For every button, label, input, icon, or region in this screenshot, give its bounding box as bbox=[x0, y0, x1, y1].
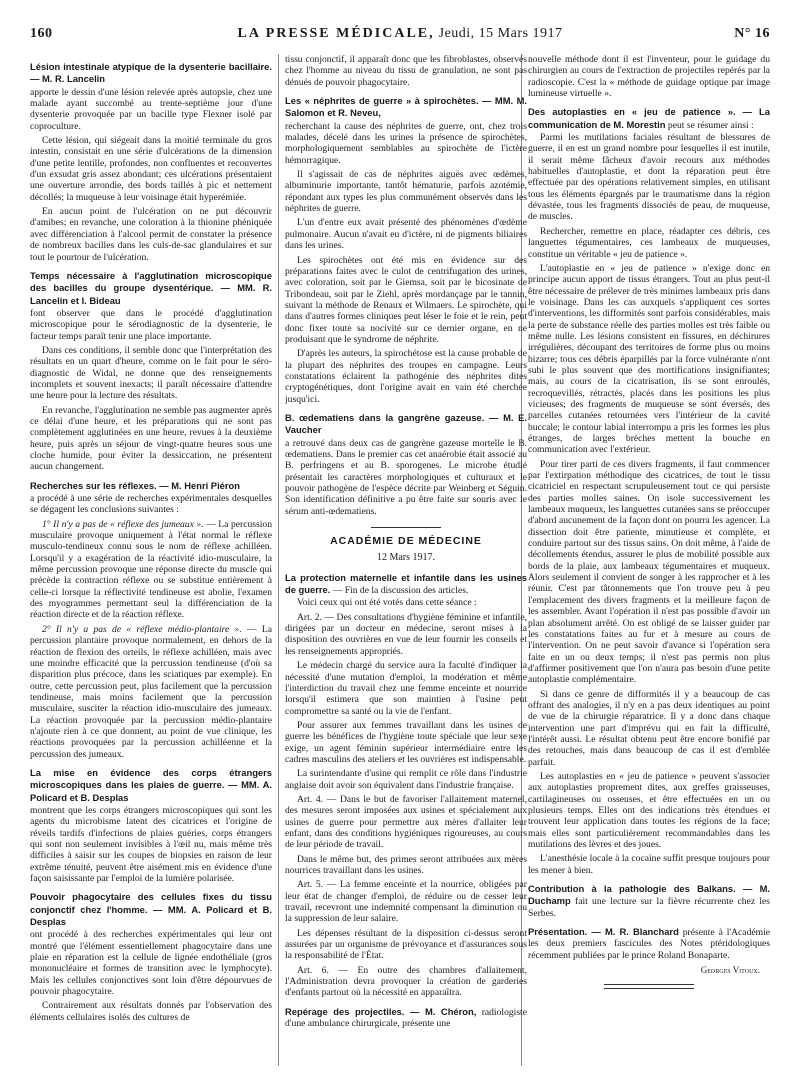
paragraph: D'après les auteurs, la spirochétose est la cause probable de la plupart des néphrites des troupes en campagne. Leurs constatations éclairent la pathogénie des néphrites dites cryptogénétiques, dont l'origine avait en vain été cherchée jusqu'ici. bbox=[285, 348, 527, 405]
section-heading: Lésion intestinale atypique de la dysenterie bacillaire. — M. R. Lancelin bbox=[30, 61, 272, 85]
end-rule bbox=[604, 984, 694, 989]
running-title bbox=[30, 26, 770, 42]
section-heading: Pouvoir phagocytaire des cellules fixes du tissu conjonctif chez l'homme. — MM. A. Policard et B. Desplas bbox=[30, 891, 272, 928]
paragraph: Art. 2. — Des consultations d'hygiène féminine et infantile, dirigées par un docteur en médecine, seront mises à la disposition des ouvrières en vue de leur fournir les conseils et les renseignements appropriés. bbox=[285, 611, 527, 657]
paragraph: apporte le dessin d'une lésion relevée après autopsie, chez une malade ayant succombé au trente-septième jour d'une dysenterie provoquée par un bacille type Flexner isolé par coproculture. bbox=[30, 86, 272, 132]
session-date: 12 Mars 1917. bbox=[376, 552, 436, 564]
paragraph: Les spirochètes ont été mis en évidence sur des préparations faites avec le culot de centrifugation des urines, avec coloration, soit par le Giemsa, soit par le bicosinate de Tribondeau, soit par le Ziehl, après mordançage par le tannin, suivant la méthode de Renaux et Wilmaers. Le spirochète, qui dans d'autres formes cliniques peut léser le foie et le rein, peut donc fixer toute sa nocivité sur ce dernier organe, en ne produisant que le syndrome de néphrite. bbox=[285, 254, 527, 345]
column-middle bbox=[285, 54, 527, 1072]
paragraph: La surintendante d'usine qui remplit ce rôle dans l'industrie anglaise doit avoir son équivalent dans l'industrie française. bbox=[285, 768, 527, 791]
paragraph: Il s'agissait de cas de néphrites aiguës avec œdèmes, albuminurie importante, tantôt hématurie, parfois azotémie, répondant aux types les plus communément observés dans les néphrites de guerre. bbox=[285, 169, 527, 215]
paragraph: Les dépenses résultant de la disposition ci-dessus seront assurées par un organisme de prévoyance et d'assurances sous la responsabilité de l'État. bbox=[285, 927, 527, 962]
paragraph: L'un d'entre eux avait présenté des phénomènes d'œdème pulmonaire. Aucun n'avait eu d'ictère, ni de pigments biliaires dans les urines. bbox=[285, 217, 527, 252]
column-divider bbox=[278, 54, 279, 1066]
paragraph: tissu conjonctif, il apparaît donc que les fibroblastes, observés chez l'homme au niveau du tissu de granulation, ne sont pas dénués de pouvoir phagocytaire. bbox=[285, 54, 527, 88]
issue-date: Jeudi, 15 Mars 1917 bbox=[438, 26, 563, 41]
paragraph: 1° Il n'y a pas de « réflexe des jumeaux ». — La percussion musculaire provoque uniquement à l'état normal le réflexe musculo-tendineux connu sous le nom de réflexe achilléen. Lorsqu'il y a exagération de la réactivité idio-musculaire, la même percussion provoque une réponse directe du muscle qui précède la contraction réflexe ou se substitue entièrement à celle-ci lorsque la réflectivité tendineuse est abolie, l'examen des myogrammes permettant seul la différenciation de la réaction directe et de la réaction réflexe. bbox=[30, 518, 272, 621]
section-heading: La mise en évidence des corps étrangers microscopiques dans les plaies de guerre. — MM. A. Policard et B. Desplas bbox=[30, 766, 272, 803]
paragraph: ont procédé à des recherches expérimentales qui leur ont montré que l'élément essentiellement phagocytaire dans une plaie en réparation est la cellule de lignée endothéliale (gros mononucléaire et formes de transition avec le lymphocyte). Mais les cellules conjonctives sont loin d'être dépourvues de pouvoir phagocytaire. bbox=[30, 929, 272, 998]
paragraph: Cette lésion, qui siégeait dans la moitié terminale du gros intestin, consistait en une série d'ulcérations de la dimension d'une petite lentille, profondes, non confluentes et recouvertes d'un exsudat gris assez abondant; ces ulcérations présentaient une ouverture arrondie, des bords taillés à pic et nettement décollés; la muqueuse à leur voisinage était hyperémiée. bbox=[30, 135, 272, 203]
author-signature: Georges Vitoux. bbox=[700, 965, 760, 976]
section-heading: Les « néphrites de guerre » à spirochètes. — MM. M. Salomon et R. Neveu, bbox=[285, 95, 527, 119]
paragraph: Contrairement aux résultats donnés par l'observation des éléments cellulaires isolés des cultures de bbox=[30, 1000, 272, 1023]
page-header bbox=[30, 26, 770, 44]
paragraph: Si dans ce genre de difformités il y a beaucoup de cas offrant des analogies, il n'y en a pas deux identiques au point de vue de la chirurgie réparatrice. Il y a donc dans chaque intervention une part d'imprévu qui en fait la difficulté, l'intérêt aussi. Le résultat obtenu peut être encore bonifié par des retouches, mais dans beaucoup de cas il est d'emblée parfait. bbox=[528, 688, 770, 768]
paragraph: nouvelle méthode dont il est l'inventeur, pour le guidage du chirurgien au cours de l'extraction de projectiles repérés par la radioscopie. C'est la « méthode de guidage optique par image lumineuse virtuelle ». bbox=[528, 54, 770, 100]
separator-rule bbox=[371, 527, 441, 528]
paragraph: L'anesthésie locale à la cocaïne suffit presque toujours pour les mener à bien. bbox=[528, 853, 770, 876]
paragraph: a procédé à une série de recherches expérimentales desquelles se dégagent les conclusions suivantes : bbox=[30, 493, 272, 516]
paragraph: Le médecin chargé du service aura la faculté d'indiquer la nécessité d'une mutation d'emploi, la modération et même l'interdiction du travail chez une femme enceinte et nourrice lorsqu'il estimera que son maintien à l'usine peut compromettre sa santé ou la vie de l'enfant. bbox=[285, 660, 527, 717]
paragraph: En revanche, l'agglutination ne semble pas augmenter après ce délai d'une heure, et les préparations qui ne sont pas complètement agglutinées en une heure, revues à la deuxième heure, puis après un séjour de vingt-quatre heures sous une cloche humide, pour éviter la dessiccation, ne présentent aucun changement. bbox=[30, 404, 272, 473]
issue-number: N° 16 bbox=[734, 26, 770, 41]
paragraph: Dans le même but, des primes seront attribuées aux mères nourrices travaillant dans les usines. bbox=[285, 853, 527, 876]
paragraph: Dans ces conditions, il semble donc que l'interprétation des résultats en un quart d'heure, comme on le fait pour le séro-diagnostic de Widal, ne donne que des renseignements incomplets et souvent inexacts; il paraît nécessaire d'attendre une heure pour la lecture des résultats. bbox=[30, 344, 272, 402]
paragraph: Rechercher, remettre en place, réadapter ces débris, ces languettes tégumentaires, ces lambeaux de muqueuses, constitue un véritable « jeu de patience ». bbox=[528, 225, 770, 260]
paragraph: Voici ceux qui ont été votés dans cette séance : bbox=[297, 597, 477, 609]
section-heading: Présentation. — M. R. Blanchard présente à l'Académie les deux premiers fascicules des Notes ptéridologiques récemment publiées par le prince Roland Bonaparte. bbox=[528, 926, 770, 961]
paragraph: Art. 5. — La femme enceinte et la nourrice, obligées par leur état de changer d'emploi, de réduire ou de cesser leur travail, recevront une indemnité compensant la diminution ou la suppression de leur salaire. bbox=[285, 879, 527, 925]
paragraph: Pour tirer parti de ces divers fragments, il faut commencer par l'extirpation méthodique des cicatrices, de tout le tissu cicatriciel en respectant scrupuleusement tout ce qui persiste des parties molles saines. On isole successivement les lambeaux muqueux, les languettes cutanées sans se préoccuper d'abord aucunement de la façon dont on pourra les agencer. La dissection doit être patiente, minutieuse et complète, et conduire partout sur des tissus sains. On doit même, à l'aide de décollements étendus, assurer le plus de mobilité possible aux bords de la plaie, aux lambeaux tégumentaires et muqueux. Alors seulement il convient de songer à les rapprocher et à les réunir. C'est par tâtonnements que l'on trouve peu à peu l'emplacement des divers fragments et la meilleure façon de les assembler. Avant l'opération il n'est pas possible d'avoir un plan absolument arrêté. On est obligé de se laisser guider par les constatations faites au fur et à mesure au cours de l'intervention. On ne peut savoir d'avance si l'opération sera faite en un ou deux temps; il n'est pas permis non plus d'affirmer positivement que l'on n'aura pas besoin d'une petite autoplastie complémentaire. bbox=[528, 458, 770, 686]
academy-heading: ACADÉMIE DE MÉDECINE bbox=[330, 535, 482, 548]
section-heading: Recherches sur les réflexes. — M. Henri Piéron bbox=[30, 479, 240, 491]
column-left bbox=[30, 54, 272, 1072]
section-heading: Des autoplasties en « jeu de patience ». — La communication de M. Morestin peut se résumer ainsi : bbox=[528, 106, 770, 131]
paragraph: Art. 4. — Dans le but de favoriser l'allaitement maternel, des mesures seront imposées aux usines et spécialement aux usines de guerre pour permettre aux mères d'allaiter leur enfant, dans des conditions hygiéniques rigoureuses, au cours de leur période de travail. bbox=[285, 793, 527, 851]
paragraph: font observer que dans le procédé d'agglutination microscopique pour le sérodiagnostic de la dysenterie, le facteur temps paraît tenir une place importante. bbox=[30, 307, 272, 342]
paragraph: En aucun point de l'ulcération on ne put découvrir d'amibes; en revanche, une coloration à la thionine phéniquée avec différenciation à l'alcool permit de constater la présence de nombreux bacilles dans les culs-de-sac glandulaires et sur tout le pourtour de l'ulcération. bbox=[30, 206, 272, 263]
paragraph: Art. 6. — En outre des chambres d'allaitement, l'Administration devra provoquer la création de garderies d'enfants partout où la nécessité en apparaîtra. bbox=[285, 964, 527, 999]
paragraph: Parmi les mutilations faciales résultant de blessures de guerre, il en est un grand nombre pour lesquelles il est inutile, il serait même fâcheux d'avoir recours aux méthodes habituelles d'autoplastie, et dont la réparation peut être effectuée par des opérations relativement simples, en utilisant tous les éléments épargnés par le traumatisme dans la région dévastée, tous les fragments dissociés de peau, de muqueuse, de muscles. bbox=[528, 132, 770, 223]
column-right bbox=[528, 54, 770, 1072]
paragraph: montrent que les corps étrangers microscopiques qui sont les agents du microbisme latent des cicatrices et l'origine de réveils tardifs d'infections de plaies guéries, corps étrangers qui sont non seulement invisibles à l'œil nu, mais même très difficiles à saisir sur les coupes de biopsies en raison de leur extrême ténuité, peuvent être aisément mis en évidence d'une façon saisissante par l'emploi de la lumière polarisée. bbox=[30, 804, 272, 885]
section-heading: B. œdematiens dans la gangrène gazeuse. — M. E. Vaucher bbox=[285, 411, 527, 436]
paragraph: L'autoplastie en « jeu de patience » n'exige donc en principe aucun apport de tissus étrangers. Tout au plus peut-il être nécessaire de prélever de très minimes lambeaux pris dans le voisinage. Dans les cas auxquels s'appliquent ces sortes d'interventions, les difformités sont parfois considérables, mais la perte de substance réelle des parties molles est très faible ou même nulle. Les lésions consistent en fissures, en déchirures irrégulières, découpant des territoires de forme plus ou moins bizarre; tous ces débris éparpillés par la force vulnérante n'ont subi le plus souvent que des mortifications insignifiantes; mais, au cours de la cicatrisation, ils se sont enroulés, recroquevillés, rétractés, placés dans les positions les plus vicieuses; des fragments de muqueuse se sont éversés, des parcelles cutanées retournées vers l'intérieur de la cavité buccale; le contour labial interrompu a pris les formes les plus étranges, de larges brèches mettent la bouche en communication avec l'extérieur. bbox=[528, 262, 770, 456]
section-heading: La protection maternelle et infantile dans les usines de guerre. — Fin de la discussion des articles. bbox=[285, 571, 527, 597]
page-number: 160 bbox=[30, 26, 53, 41]
section-heading: Temps nécessaire à l'agglutination microscopique des bacilles du groupe dysentérique. — MM. R. Lancelin et I. Bideau bbox=[30, 269, 272, 306]
paragraph: Pour assurer aux femmes travaillant dans les usines de guerre les bénéfices de l'hygiène toute spéciale que leur sexe exige, un agent féminin supérieur intermédiaire entre les cadres masculins des ateliers et les ouvrières est indispensable. bbox=[285, 719, 527, 765]
paragraph: 2° Il n'y a pas de « réflexe médio-plantaire ». — La percussion plantaire provoque normalement, en dehors de la réaction de flexion des orteils, le réflexe achilléen, mais avec une moindre efficacité que la percussion tendineuse (d'où sa disparition plus précoce, dans les sciatiques par exemple). En outre, cette percussion peut, plus facilement que la percussion tendineuse, mais moins facilement que la percussion musculaire, susciter la réaction idio-musculaire des jumeaux. La réaction provoquée par la percussion médio-plantaire n'ajoute rien à ce que donnent, au point de vue clinique, les réactions provoquées par la percussion achilléenne et la percussion des jumeaux. bbox=[30, 623, 272, 760]
paragraph: a retrouvé dans deux cas de gangrène gazeuse mortelle le B. œdematiens. Dans le premier cas cet anaérobie était associé au B. perfringens et au B. sporogenes. Le microbe étudié présentait les caractères morphologiques et culturaux et le pouvoir pathogène de l'espèce décrite par Weinberg et Séguin. Son identification définitive a pu être faite sur souris avec le sérum anti-œdematiens. bbox=[285, 437, 527, 517]
section-heading: Contribution à la pathologie des Balkans. — M. Duchamp fait une lecture sur la fièvre récurrente chez les Serbes. bbox=[528, 883, 770, 919]
paragraph: Les autoplasties en « jeu de patience » peuvent s'associer aux autoplasties proprement dites, aux greffes graisseuses, cartilagineuses ou osseuses, et être effectuées en un ou plusieurs temps. Elles ont des indications très étendues et trouvent leur application dans toutes les régions de la face; mais elles sont particulièrement recommandables dans les mutilations des lèvres et des joues. bbox=[528, 770, 770, 851]
section-heading: Repérage des projectiles. — M. Chéron, radiologiste d'une ambulance chirurgicale, présente une bbox=[285, 1005, 527, 1030]
paragraph: recherchant la cause des néphrites de guerre, ont, chez trois malades, décelé dans les urines la présence de spirochètes, morphologiquement semblables au spirochète de l'ictère hémorragique. bbox=[285, 120, 527, 166]
journal-name: LA PRESSE MÉDICALE, bbox=[237, 26, 435, 41]
